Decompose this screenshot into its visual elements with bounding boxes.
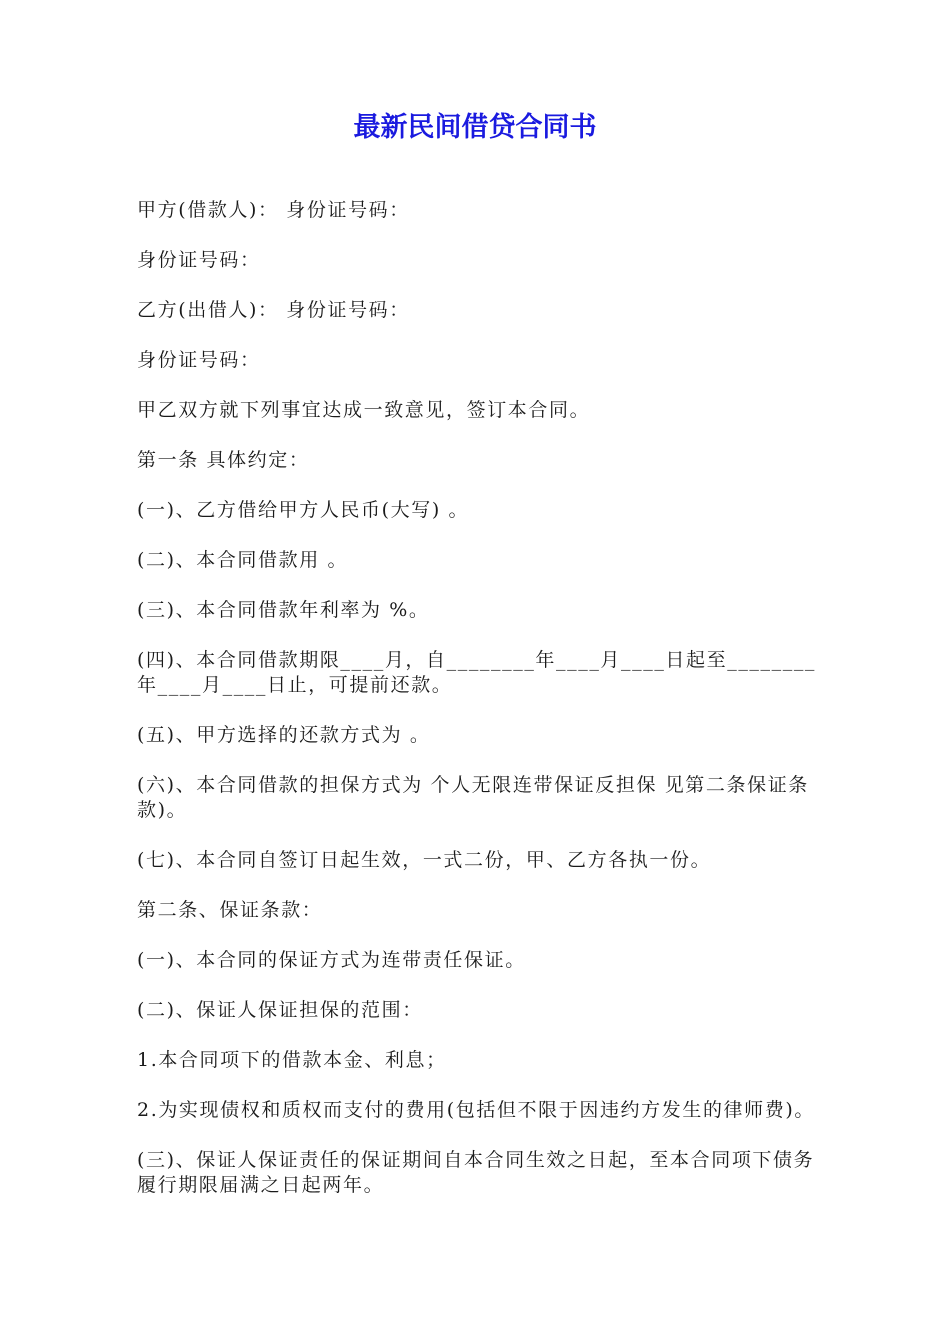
paragraph-id-number-2: 身份证号码： — [137, 349, 261, 371]
clause-1-7: (七)、本合同自签订日起生效，一式二份，甲、乙方各执一份。 — [137, 849, 712, 871]
clause-1-1: (一)、乙方借给甲方人民币(大写) 。 — [137, 499, 470, 521]
clause-2-1: (一)、本合同的保证方式为连带责任保证。 — [137, 949, 526, 971]
article-2-heading: 第二条、保证条款： — [137, 899, 323, 921]
clause-1-2: (二)、本合同借款用 。 — [137, 549, 349, 571]
article-1-heading: 第一条 具体约定： — [137, 449, 310, 471]
clause-1-5: (五)、甲方选择的还款方式为 。 — [137, 724, 431, 746]
clause-1-3: (三)、本合同借款年利率为 %。 — [137, 599, 430, 621]
clause-2-3: (三)、保证人保证责任的保证期间自本合同生效之日起，至本合同项下债务履行期限届满之日起两年。 — [137, 1149, 815, 1196]
paragraph-party-a: 甲方(借款人)： 身份证号码： — [137, 199, 410, 221]
paragraph-party-b: 乙方(出借人)： 身份证号码： — [137, 299, 410, 321]
paragraph-agreement: 甲乙双方就下列事宜达成一致意见，签订本合同。 — [137, 399, 591, 421]
clause-1-4: (四)、本合同借款期限____月，自________年____月____日起至________年____月____日止，可提前还款。 — [137, 649, 817, 696]
clause-2-2-item-1: 1.本合同项下的借款本金、利息； — [137, 1049, 447, 1071]
clause-2-2-item-2: 2.为实现债权和质权而支付的费用(包括但不限于因违约方发生的律师费)。 — [137, 1099, 815, 1121]
document-title: 最新民间借贷合同书 — [353, 112, 597, 143]
document-body — [137, 198, 817, 1223]
clause-1-6: (六)、本合同借款的担保方式为 个人无限连带保证反担保 见第二条保证条款)。 — [137, 774, 809, 821]
paragraph-id-number-1: 身份证号码： — [137, 249, 261, 271]
clause-2-2: (二)、保证人保证担保的范围： — [137, 999, 423, 1021]
